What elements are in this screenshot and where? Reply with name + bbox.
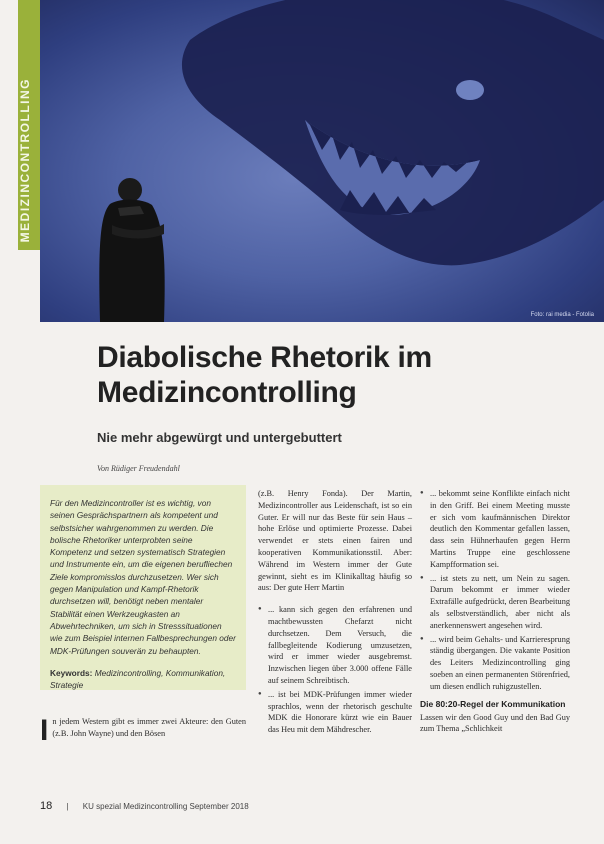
title-line-2: Medizincontrolling [97,376,357,409]
list-item: ● ... wird beim Gehalts- und Karrieresprung ständig übergangen. Die vakante Position des Leiters Medizincontrolling ging soeben an einen permanenten Störenfried, um diesen endlich ruhigzustellen. [420,634,570,693]
hero-illustration [40,0,604,322]
drop-cap: I [40,714,49,747]
article-author: Von Rüdiger Freudendahl [97,464,180,473]
keywords-label: Keywords: [50,667,93,678]
list-item: ● ... ist stets zu nett, um Nein zu sagen. Darum bekommt er immer wieder Extrafälle aufgedrückt, deren Bearbeitung als selbstverständlich, aber nicht als anerkennenswert angesehen wird. [420,573,570,632]
title-line-1: Diabolische Rhetorik im [97,341,432,374]
page-number: 18 [40,800,53,812]
photo-credit: Foto: rai media - Fotolia [530,312,594,318]
publication-name: KU spezial Medizincontrolling September 2018 [82,802,249,811]
section-label: MEDIZINCONTROLLING [18,77,32,242]
intro-text: n jedem Western gibt es immer zwei Akteure: den Guten (z.B. John Wayne) und den Bösen [52,717,246,738]
section-heading: Die 80:20-Regel der Kommunikation [420,698,566,709]
middle-paragraph: (z.B. Henry Fonda). Der Martin, Medizincontroller aus Leidenschaft, ist so ein Guter. Er will nur das Beste für sein Haus – hohe Erlöse und optimierte Prozesse. Dabei verwendet er stets einen fairen und kooperativen Kommunikationsstil. Aber: Während im Western immer der Gute gewinnt, sieht es im Klinikalltag häufig so aus: Der gute Herr Martin [258,489,412,593]
column-right [420,488,570,735]
keywords-list: Medizincontrolling, Kommunikation, Strategie [50,667,226,691]
section-sidebar [18,0,40,250]
article-title [97,340,567,410]
right-bullet-list [420,488,570,693]
page-footer [40,800,249,812]
intro-paragraph [40,716,246,745]
list-item: ● ... ist bei MDK-Prüfungen immer wieder sprachlos, wenn der rhetorisch geschulte MDK die Honorare kürzt wie ein Bauer das Heu mit dem Mähdrescher. [258,689,412,736]
man-figure [99,178,164,322]
abstract-text: Für den Medizincontroller ist es wichtig, von seinen Gesprächspartnern als kompetent und selbstsicher wahrgenommen zu werden. Die bolische Rhetoriker unterprobten seine Kompetenz und setzen systematisch Strategien und Instrumente ein, um die eigenen berufliechen Ziele kompromisslos durchzusetzen. Wer sich gegen Manipulation und Kampf-Rhetorik durchsetzen will, benötigt neben mentaler Stabilität einen Werkzeugkasten an Abwehrtechniken, um sich in Stresssituationen wie zum Beispiel internen Fallbesprechungen oder MDK-Prüfungen souverän zu behaupten. [50,498,236,656]
keywords [50,667,236,692]
article-subtitle: Nie mehr abgewürgt und untergebuttert [97,430,342,445]
right-paragraph: Lassen wir den Good Guy und den Bad Guy zum Thema „Schlichkeit [420,712,570,734]
list-item: ● ... bekommt seine Konflikte einfach nicht in den Griff. Bei einem Meeting musste er sich vom kaufmännischen Direktor deutlich den Kommentar gefallen lassen, dass sein Hühnerhaufen gegen Herrn Martins Truppe eine geschlossene Kampfformation sei. [420,488,570,571]
column-middle [258,488,412,738]
list-item: ● ... kann sich gegen den erfahrenen und machtbewussten Chefarzt nicht durchsetzen. Dem Versuch, die fallbegleitende Kodierung umzusetzen, wird er immer wieder ausgebremst. Inzwischen liegen über 3.000 offene Fälle auf seinem Schreibtisch. [258,604,412,687]
middle-bullet-list [258,604,412,736]
hero-photo [40,0,604,322]
footer-separator: | [66,802,69,811]
abstract-box [40,485,246,690]
